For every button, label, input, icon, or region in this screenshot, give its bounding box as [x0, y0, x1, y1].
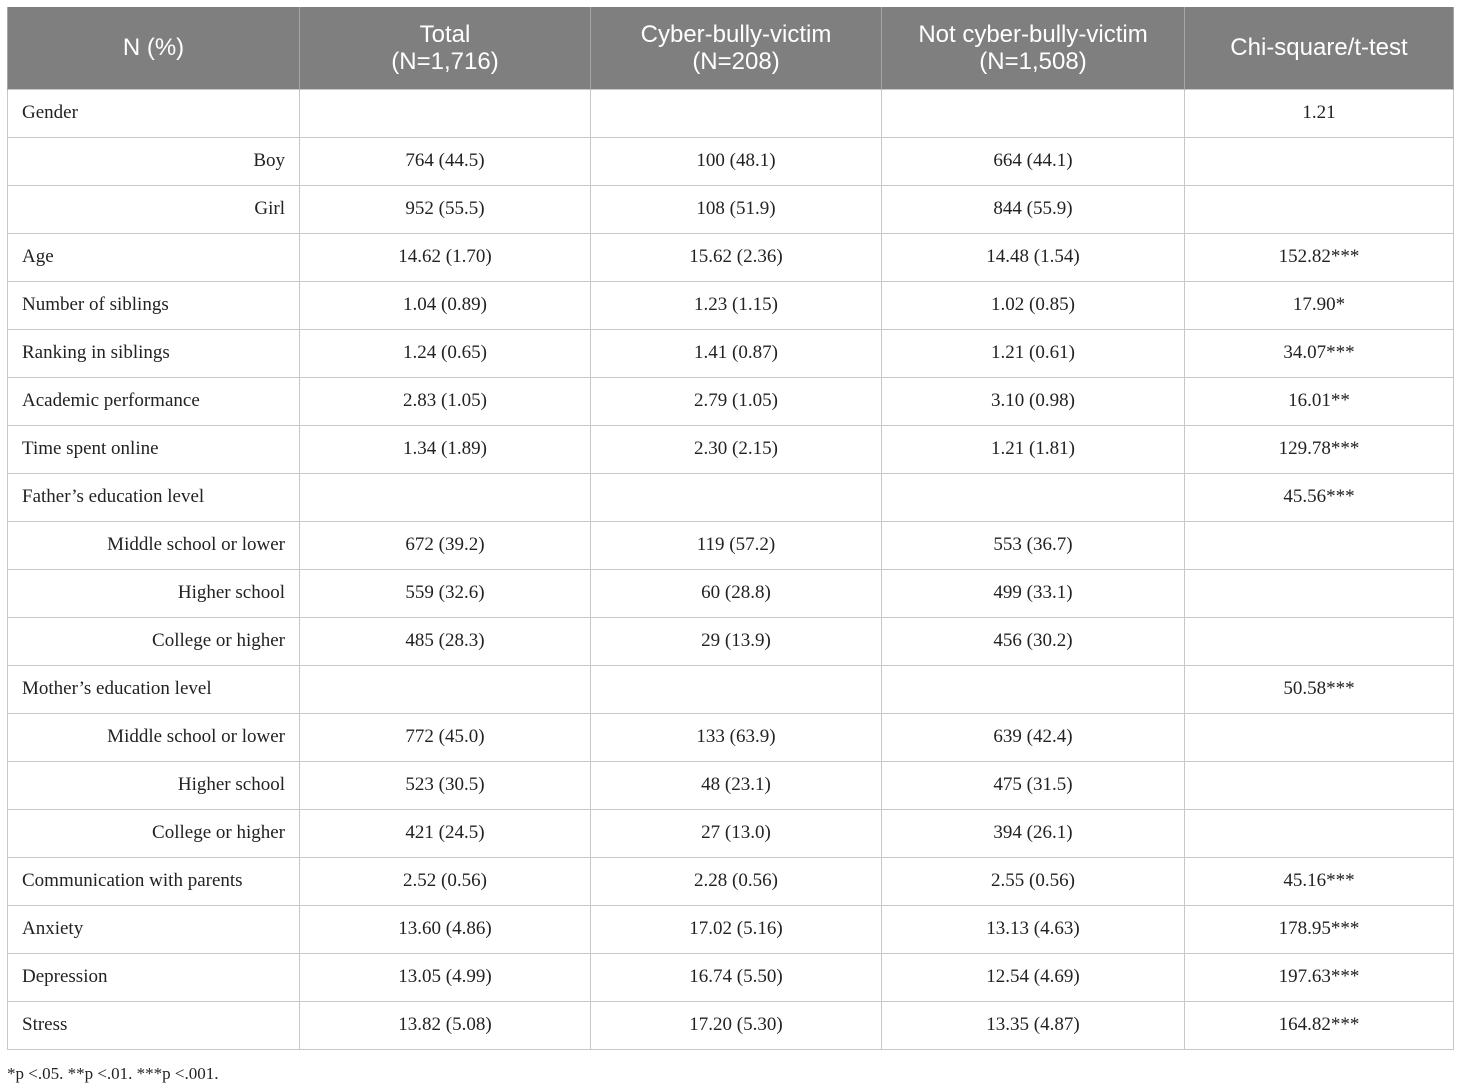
demographics-table — [7, 7, 1454, 1050]
cell-total: 1.04 (0.89) — [300, 281, 591, 329]
row-label: Middle school or lower — [8, 713, 300, 761]
header-total — [300, 7, 591, 89]
cell-chi-square-t-test — [1185, 137, 1454, 185]
table-row — [8, 89, 1454, 137]
header-row — [8, 7, 1454, 89]
table-row — [8, 185, 1454, 233]
header-cbv-title: Cyber-bully-victim — [640, 20, 832, 48]
cell-cyber-bully-victim: 16.74 (5.50) — [591, 953, 882, 1001]
cell-total — [300, 89, 591, 137]
table-row — [8, 281, 1454, 329]
cell-cyber-bully-victim: 2.30 (2.15) — [591, 425, 882, 473]
cell-chi-square-t-test — [1185, 809, 1454, 857]
cell-total: 14.62 (1.70) — [300, 233, 591, 281]
cell-not-cyber-bully-victim: 844 (55.9) — [882, 185, 1185, 233]
row-label: Age — [8, 233, 300, 281]
cell-cyber-bully-victim: 1.41 (0.87) — [591, 329, 882, 377]
table-footnote: *p <.05. **p <.01. ***p <.001. — [7, 1064, 219, 1083]
cell-chi-square-t-test — [1185, 569, 1454, 617]
cell-cyber-bully-victim: 15.62 (2.36) — [591, 233, 882, 281]
cell-not-cyber-bully-victim: 639 (42.4) — [882, 713, 1185, 761]
cell-chi-square-t-test: 164.82*** — [1185, 1001, 1454, 1049]
cell-cyber-bully-victim: 119 (57.2) — [591, 521, 882, 569]
cell-not-cyber-bully-victim: 553 (36.7) — [882, 521, 1185, 569]
cell-not-cyber-bully-victim: 456 (30.2) — [882, 617, 1185, 665]
cell-chi-square-t-test — [1185, 617, 1454, 665]
cell-total: 2.83 (1.05) — [300, 377, 591, 425]
cell-cyber-bully-victim: 2.28 (0.56) — [591, 857, 882, 905]
row-label: Mother’s education level — [8, 665, 300, 713]
row-label: Higher school — [8, 569, 300, 617]
row-label: Girl — [8, 185, 300, 233]
row-label: Stress — [8, 1001, 300, 1049]
cell-total: 559 (32.6) — [300, 569, 591, 617]
table-row — [8, 137, 1454, 185]
cell-cyber-bully-victim: 1.23 (1.15) — [591, 281, 882, 329]
cell-chi-square-t-test — [1185, 713, 1454, 761]
table-row — [8, 665, 1454, 713]
header-cbv-n: (N=208) — [692, 47, 780, 75]
cell-cyber-bully-victim: 17.02 (5.16) — [591, 905, 882, 953]
header-total-n: (N=1,716) — [391, 47, 499, 75]
cell-total: 952 (55.5) — [300, 185, 591, 233]
cell-cyber-bully-victim: 27 (13.0) — [591, 809, 882, 857]
cell-total: 1.24 (0.65) — [300, 329, 591, 377]
cell-cyber-bully-victim: 2.79 (1.05) — [591, 377, 882, 425]
cell-not-cyber-bully-victim: 13.35 (4.87) — [882, 1001, 1185, 1049]
row-label: Academic performance — [8, 377, 300, 425]
cell-chi-square-t-test: 1.21 — [1185, 89, 1454, 137]
cell-chi-square-t-test: 16.01** — [1185, 377, 1454, 425]
table-row — [8, 953, 1454, 1001]
table-container — [7, 7, 1453, 1050]
cell-cyber-bully-victim: 48 (23.1) — [591, 761, 882, 809]
header-chi-square-t-test — [1185, 7, 1454, 89]
header-not-cbv-title: Not cyber-bully-victim — [918, 20, 1148, 48]
cell-not-cyber-bully-victim: 3.10 (0.98) — [882, 377, 1185, 425]
cell-cyber-bully-victim: 17.20 (5.30) — [591, 1001, 882, 1049]
row-label: Time spent online — [8, 425, 300, 473]
cell-chi-square-t-test — [1185, 761, 1454, 809]
cell-total: 764 (44.5) — [300, 137, 591, 185]
table-row — [8, 521, 1454, 569]
cell-not-cyber-bully-victim: 664 (44.1) — [882, 137, 1185, 185]
row-label: Father’s education level — [8, 473, 300, 521]
table-row — [8, 425, 1454, 473]
table-row — [8, 617, 1454, 665]
cell-chi-square-t-test: 50.58*** — [1185, 665, 1454, 713]
cell-chi-square-t-test: 17.90* — [1185, 281, 1454, 329]
header-not-cyber-bully-victim — [882, 7, 1185, 89]
cell-chi-square-t-test: 197.63*** — [1185, 953, 1454, 1001]
table-row — [8, 905, 1454, 953]
table-row — [8, 857, 1454, 905]
cell-total: 2.52 (0.56) — [300, 857, 591, 905]
cell-total — [300, 473, 591, 521]
cell-not-cyber-bully-victim: 12.54 (4.69) — [882, 953, 1185, 1001]
cell-not-cyber-bully-victim: 1.02 (0.85) — [882, 281, 1185, 329]
cell-cyber-bully-victim: 100 (48.1) — [591, 137, 882, 185]
table-row — [8, 809, 1454, 857]
cell-cyber-bully-victim — [591, 665, 882, 713]
cell-cyber-bully-victim: 133 (63.9) — [591, 713, 882, 761]
row-label: Higher school — [8, 761, 300, 809]
cell-not-cyber-bully-victim: 475 (31.5) — [882, 761, 1185, 809]
cell-chi-square-t-test: 34.07*** — [1185, 329, 1454, 377]
row-label: Boy — [8, 137, 300, 185]
cell-total: 13.82 (5.08) — [300, 1001, 591, 1049]
cell-not-cyber-bully-victim: 14.48 (1.54) — [882, 233, 1185, 281]
header-n-percent — [8, 7, 300, 89]
table-row — [8, 329, 1454, 377]
row-label: Communication with parents — [8, 857, 300, 905]
cell-total: 485 (28.3) — [300, 617, 591, 665]
row-label: Gender — [8, 89, 300, 137]
cell-chi-square-t-test — [1185, 521, 1454, 569]
header-n-percent-label: N (%) — [122, 34, 185, 62]
table-header — [8, 7, 1454, 89]
cell-chi-square-t-test — [1185, 185, 1454, 233]
cell-total: 672 (39.2) — [300, 521, 591, 569]
cell-total: 1.34 (1.89) — [300, 425, 591, 473]
table-row — [8, 569, 1454, 617]
cell-cyber-bully-victim: 60 (28.8) — [591, 569, 882, 617]
cell-total: 13.05 (4.99) — [300, 953, 591, 1001]
row-label: Number of siblings — [8, 281, 300, 329]
cell-total — [300, 665, 591, 713]
row-label: College or higher — [8, 809, 300, 857]
cell-not-cyber-bully-victim: 2.55 (0.56) — [882, 857, 1185, 905]
cell-cyber-bully-victim — [591, 473, 882, 521]
header-total-title: Total — [419, 20, 471, 48]
cell-chi-square-t-test: 45.16*** — [1185, 857, 1454, 905]
cell-chi-square-t-test: 129.78*** — [1185, 425, 1454, 473]
cell-chi-square-t-test: 152.82*** — [1185, 233, 1454, 281]
table-row — [8, 761, 1454, 809]
cell-chi-square-t-test: 178.95*** — [1185, 905, 1454, 953]
row-label: Depression — [8, 953, 300, 1001]
cell-total: 421 (24.5) — [300, 809, 591, 857]
row-label: College or higher — [8, 617, 300, 665]
cell-not-cyber-bully-victim: 1.21 (0.61) — [882, 329, 1185, 377]
row-label: Anxiety — [8, 905, 300, 953]
header-test-label: Chi-square/t-test — [1230, 34, 1408, 62]
cell-not-cyber-bully-victim: 394 (26.1) — [882, 809, 1185, 857]
header-not-cbv-n: (N=1,508) — [979, 47, 1087, 75]
cell-not-cyber-bully-victim: 13.13 (4.63) — [882, 905, 1185, 953]
cell-total: 523 (30.5) — [300, 761, 591, 809]
table-row — [8, 1001, 1454, 1049]
cell-total: 772 (45.0) — [300, 713, 591, 761]
table-row — [8, 713, 1454, 761]
cell-not-cyber-bully-victim — [882, 665, 1185, 713]
table-row — [8, 233, 1454, 281]
cell-not-cyber-bully-victim — [882, 473, 1185, 521]
cell-cyber-bully-victim: 29 (13.9) — [591, 617, 882, 665]
cell-not-cyber-bully-victim: 499 (33.1) — [882, 569, 1185, 617]
cell-not-cyber-bully-victim — [882, 89, 1185, 137]
cell-total: 13.60 (4.86) — [300, 905, 591, 953]
cell-cyber-bully-victim: 108 (51.9) — [591, 185, 882, 233]
row-label: Middle school or lower — [8, 521, 300, 569]
cell-chi-square-t-test: 45.56*** — [1185, 473, 1454, 521]
table-row — [8, 377, 1454, 425]
header-cyber-bully-victim — [591, 7, 882, 89]
row-label: Ranking in siblings — [8, 329, 300, 377]
cell-not-cyber-bully-victim: 1.21 (1.81) — [882, 425, 1185, 473]
table-body — [8, 89, 1454, 1049]
cell-cyber-bully-victim — [591, 89, 882, 137]
table-row — [8, 473, 1454, 521]
